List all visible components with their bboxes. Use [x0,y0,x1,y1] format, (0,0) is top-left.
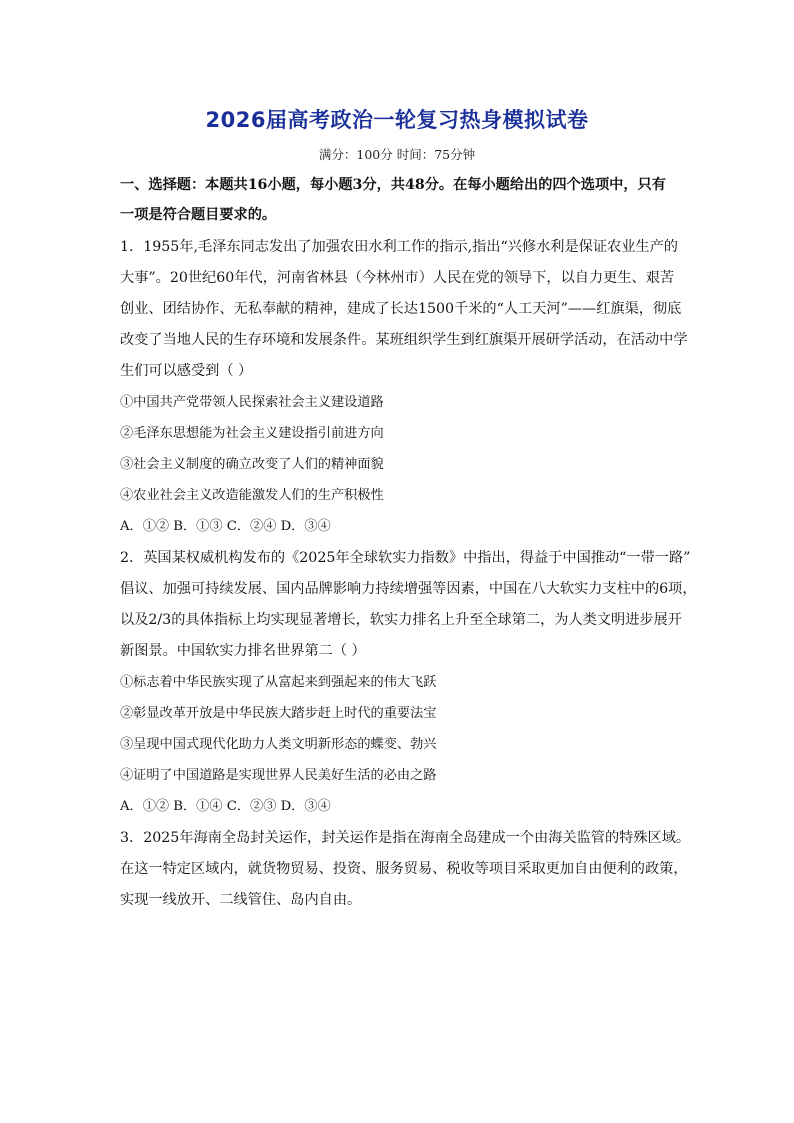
q1-choices: A．①② B．①③ C．②④ D．③④ [120,519,331,534]
exam-subtitle: 满分：100分 时间：75分钟 [318,147,476,162]
q2-statement: ③呈现中国式现代化助力人类文明新形态的蝶变、勃兴 [120,737,437,752]
q3-stem-line: 3．2025年海南全岛封关运作，封关运作是指在海南全岛建成一个由海关监管的特殊区域。 [120,830,691,846]
q1-statement: ①中国共产党带领人民探索社会主义建设道路 [120,395,384,410]
q1-stem-line: 改变了当地人民的生存环境和发展条件。某班组织学生到红旗渠开展研学活动，在活动中学 [120,332,688,348]
q2-stem-line: 倡议、加强可持续发展、国内品牌影响力持续增强等因素，中国在八大软实力支柱中的6项， [120,581,697,597]
q2-statement: ②彰显改革开放是中华民族大踏步赶上时代的重要法宝 [120,706,437,721]
q2-stem-line: 2．英国某权威机构发布的《2025年全球软实力指数》中指出，得益于中国推动“一带一路” [120,550,691,566]
q1-stem-line: 1．1955年,毛泽东同志发出了加强农田水利工作的指示,指出“兴修水利是保证农业生产的 [120,239,678,255]
q1-statement: ③社会主义制度的确立改变了人们的精神面貌 [120,457,384,472]
q1-stem-line: 创业、团结协作、无私奉献的精神，建成了长达1500千米的“人工天河”——红旗渠，彻底 [120,301,682,317]
q2-stem-line: 新图景。中国软实力排名世界第二（ ） [120,643,366,659]
q1-stem-line: 大事”。20世纪60年代，河南省林县（今林州市）人民在党的领导下，以自力更生、艰苦 [120,270,675,286]
exam-title: 2026届高考政治一轮复习热身模拟试卷 [205,108,589,132]
q2-stem-line: 以及2/3的具体指标上均实现显著增长，软实力排名上升至全球第二，为人类文明进步展开 [120,612,682,628]
q1-stem-line: 生们可以感受到（ ） [120,363,253,379]
section-heading-line-1: 一、选择题：本题共16小题，每小题3分，共48分。在每小题给出的四个选项中，只有 [120,177,666,193]
q1-statement: ②毛泽东思想能为社会主义建设指引前进方向 [120,426,384,441]
q2-statement: ①标志着中华民族实现了从富起来到强起来的伟大飞跃 [120,675,437,690]
section-heading-line-2: 一项是符合题目要求的。 [120,207,277,223]
q3-stem-line: 在这一特定区域内，就货物贸易、投资、服务贸易、税收等项目采取更加自由便利的政策， [120,861,688,877]
q3-stem-line: 实现一线放开、二线管住、岛内自由。 [120,892,362,908]
q2-choices: A．①② B．①④ C．②③ D．③④ [120,799,331,814]
q1-statement: ④农业社会主义改造能激发人们的生产积极性 [120,488,384,503]
q2-statement: ④证明了中国道路是实现世界人民美好生活的必由之路 [120,768,437,783]
